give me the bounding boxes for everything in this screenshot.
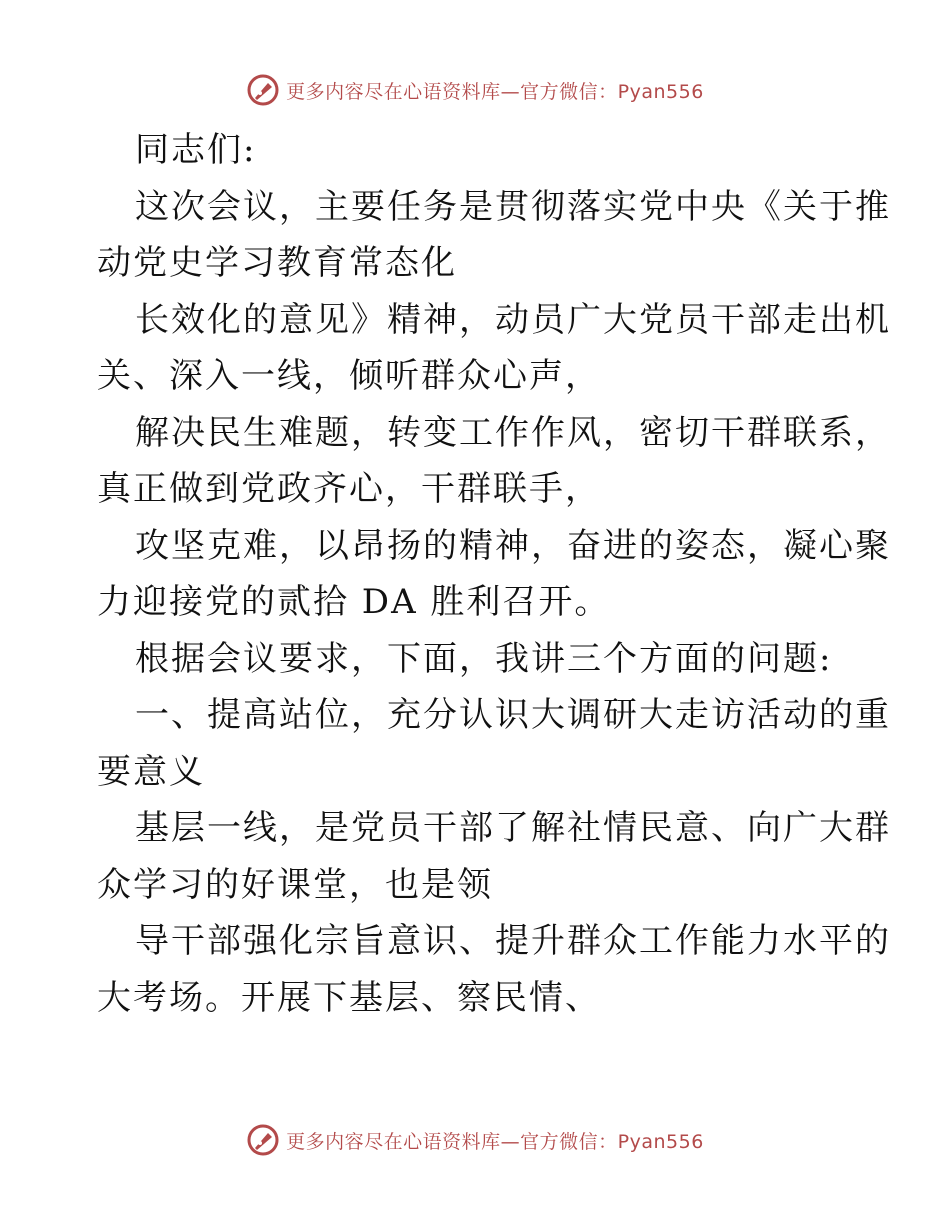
paragraph-line: 关、深入一线，倾听群众心声， xyxy=(97,356,601,396)
paragraph-line: 根据会议要求，下面，我讲三个方面的问题: xyxy=(135,638,833,679)
paragraph-line: 攻坚克难，以昂扬的精神，奋进的姿态，凝心聚 xyxy=(135,525,891,566)
paragraph-line: 长效化的意见》精神，动员广大党员干部走出机 xyxy=(135,299,891,340)
paragraph-line: 这次会议，主要任务是贯彻落实党中央《关于推 xyxy=(135,186,891,227)
document-body xyxy=(97,122,891,1026)
paragraph-line: 真正做到党政齐心，干群联手， xyxy=(97,469,601,509)
section-heading-line: 一、提高站位，充分认识大调研大走访活动的重 xyxy=(135,695,891,735)
pen-nib-logo xyxy=(246,73,280,107)
paragraph-line: 众学习的好课堂，也是领 xyxy=(97,864,493,905)
pen-nib-logo xyxy=(246,1123,280,1157)
section-heading-line: 要意义 xyxy=(97,751,205,792)
footer-watermark xyxy=(0,1120,950,1160)
paragraph-line: 基层一线，是党员干部了解社情民意、向广大群 xyxy=(135,808,891,848)
paragraph-line: 解决民生难题，转变工作作风，密切干群联系， xyxy=(135,412,891,453)
watermark-text: 更多内容尽在心语资料库—官方微信：Pyan556 xyxy=(286,1130,704,1153)
paragraph-line: 力迎接党的贰拾 DA 胜利召开。 xyxy=(97,582,611,622)
paragraph-line: 大考场。开展下基层、察民情、 xyxy=(97,977,601,1018)
paragraph-line: 动党史学习教育常态化 xyxy=(97,243,457,283)
paragraph-line: 导干部强化宗旨意识、提升群众工作能力水平的 xyxy=(135,921,891,961)
salutation: 同志们: xyxy=(135,130,257,170)
header-watermark xyxy=(0,70,950,110)
watermark-text: 更多内容尽在心语资料库—官方微信：Pyan556 xyxy=(286,80,704,103)
